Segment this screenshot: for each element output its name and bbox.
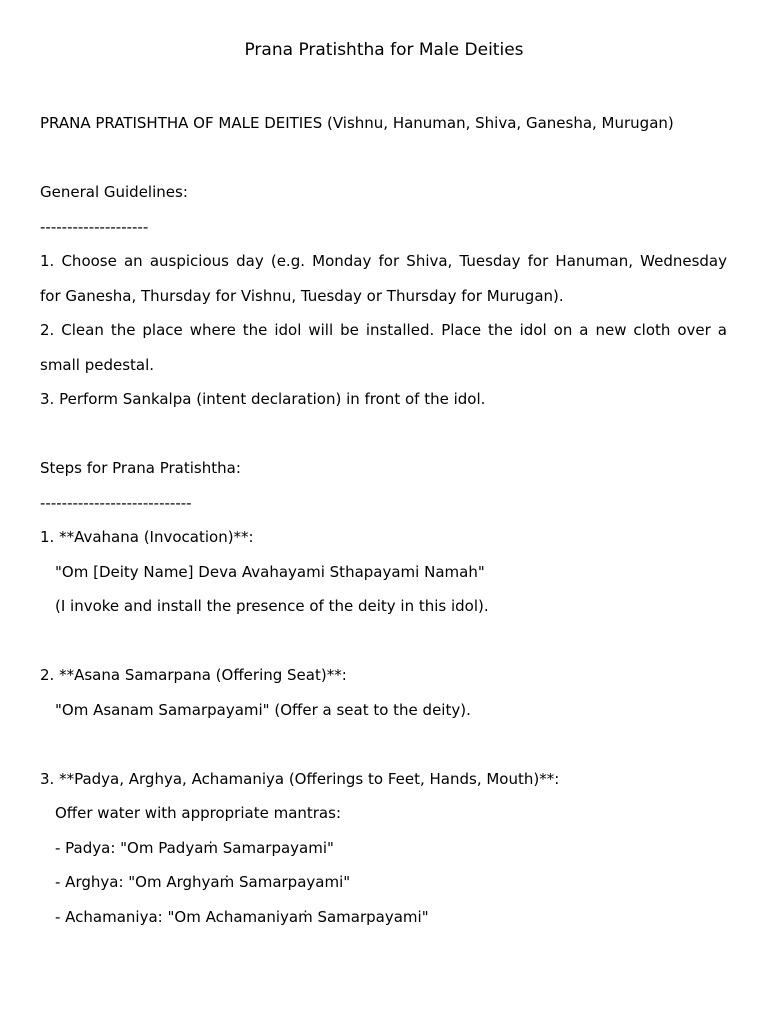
step-3-intro: Offer water with appropriate mantras: <box>55 804 341 822</box>
blank-line <box>40 727 727 762</box>
step-1-mantra: "Om [Deity Name] Deva Avahayami Sthapayami Namah" <box>55 562 485 581</box>
guideline-2-line-2: small pedestal. <box>40 355 155 374</box>
guideline-1-line-2: for Ganesha, Thursday for Vishnu, Tuesday or Thursday for Murugan). <box>40 286 564 305</box>
guideline-2-line-1: 2. Clean the place where the idol will be installed. Place the idol on a new cloth over a <box>40 321 727 339</box>
guideline-3: 3. Perform Sankalpa (intent declaration) in front of the idol. <box>40 390 486 408</box>
document-body <box>40 106 727 934</box>
steps-label: Steps for Prana Pratishtha: <box>40 459 241 477</box>
blank-line <box>40 141 727 176</box>
blank-line <box>40 624 727 659</box>
step-2-mantra: "Om Asanam Samarpayami" (Offer a seat to the deity). <box>55 700 471 719</box>
step-1-meaning: (I invoke and install the presence of the deity in this idol). <box>55 597 489 615</box>
step-3-arghya: - Arghya: "Om Arghyaṁ Samarpayami" <box>55 873 351 891</box>
step-3-padya: - Padya: "Om Padyaṁ Samarpayami" <box>55 838 334 857</box>
section-heading: PRANA PRATISHTHA OF MALE DEITIES (Vishnu, Hanuman, Shiva, Ganesha, Murugan) <box>40 114 674 132</box>
step-1-title: 1. **Avahana (Invocation)**: <box>40 528 254 546</box>
document-title: Prana Pratishtha for Male Deities <box>244 40 524 60</box>
blank-line <box>40 417 727 452</box>
guideline-1-line-1: 1. Choose an auspicious day (e.g. Monday for Shiva, Tuesday for Hanuman, Wednesday <box>40 252 727 270</box>
step-2-title: 2. **Asana Samarpana (Offering Seat)**: <box>40 666 347 684</box>
general-guidelines-label: General Guidelines: <box>40 183 188 201</box>
steps-divider: ---------------------------- <box>40 493 192 512</box>
step-3-title: 3. **Padya, Arghya, Achamaniya (Offerings to Feet, Hands, Mouth)**: <box>40 769 560 788</box>
general-guidelines-divider: -------------------- <box>40 217 149 236</box>
step-3-achamaniya: - Achamaniya: "Om Achamaniyaṁ Samarpayami" <box>55 907 429 926</box>
